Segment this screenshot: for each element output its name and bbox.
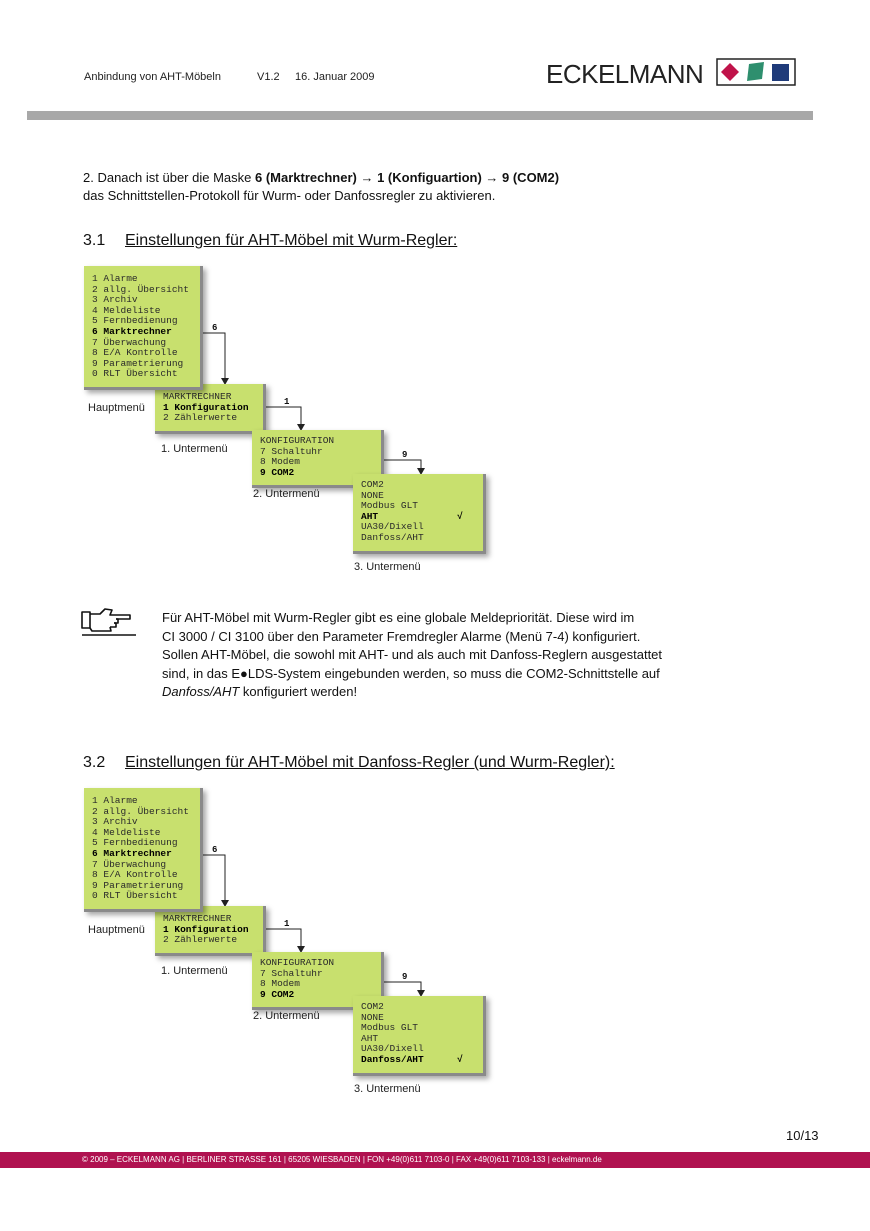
note-italic-term: Danfoss/AHT	[162, 684, 240, 699]
lcd-main-menu	[84, 788, 203, 912]
label-untermenue-2: 2. Untermenü	[253, 488, 320, 500]
lcd-line: 0 RLT Übersicht	[92, 368, 178, 380]
lcd-line: 7 Überwachung	[92, 858, 167, 870]
lcd-line: 3 Archiv	[92, 294, 138, 306]
lcd-line: NONE	[361, 1011, 384, 1023]
lcd-line: 9 Parametrierung	[92, 879, 184, 891]
note-line: sind, in das E●LDS-System eingebunden werden, so muss die COM2-Schnittstelle auf	[162, 665, 660, 681]
lcd-line: MARKTRECHNER	[163, 913, 232, 924]
lcd-line: 2 Zählerwerte	[163, 412, 238, 424]
lcd-line: 0 RLT Übersicht	[92, 890, 178, 902]
lcd-line-selected: 6 Marktrechner	[92, 325, 172, 337]
intro-text: 2. Danach ist über die Maske	[83, 170, 255, 185]
note-line: Für AHT-Möbel mit Wurm-Regler gibt es eine globale Meldepriorität. Diese wird im	[162, 610, 635, 625]
section-title: Einstellungen für AHT-Möbel mit Wurm-Regler:	[125, 232, 458, 249]
arrow-label-6: 6	[212, 845, 218, 855]
lcd-line: UA30/Dixell	[361, 521, 424, 533]
lcd-line: UA30/Dixell	[361, 1043, 424, 1055]
lcd-line: 8 Modem	[260, 456, 300, 468]
footer-bar	[0, 1152, 870, 1168]
intro-menu-path: 6 (Marktrechner) → 1 (Konfiguartion) → 9 (COM2)	[254, 170, 560, 185]
arrow-label-1: 1	[284, 397, 290, 407]
document-title: Anbindung von AHT-Möbeln	[84, 71, 221, 83]
footer-text: © 2009 – ECKELMANN AG | BERLINER STRASSE 161 | 65205 WIESBADEN | FON +49(0)611 7103-0 | FAX +49(0)611 7103-133 | eckelmann.de	[82, 1155, 602, 1164]
lcd-line: 4 Meldeliste	[92, 304, 161, 316]
lcd-line: 3 Archiv	[92, 816, 138, 828]
lcd-line: 4 Meldeliste	[92, 826, 161, 838]
document-version: V1.2	[257, 71, 280, 83]
lcd-line: 1 Alarme	[92, 273, 138, 284]
lcd-line: Modbus GLT	[361, 500, 419, 512]
lcd-line: 7 Schaltuhr	[260, 967, 323, 979]
lcd-line-selected	[361, 1055, 477, 1066]
section-number: 3.1	[83, 232, 106, 249]
label-untermenue-1: 1. Untermenü	[161, 443, 228, 455]
lcd-line: 9 Parametrierung	[92, 357, 184, 369]
lcd-line-selected: 9 COM2	[260, 466, 295, 478]
arrow-label-1: 1	[284, 919, 290, 929]
note-line: konfiguriert werden!	[239, 684, 358, 699]
lcd-line: NONE	[361, 489, 384, 501]
lcd-line-text: AHT	[361, 510, 379, 522]
arrow-label-6: 6	[212, 323, 218, 333]
label-untermenue-2: 2. Untermenü	[253, 1010, 320, 1022]
lcd-line-selected: 6 Marktrechner	[92, 847, 172, 859]
lcd-line-selected: 1 Konfiguration	[163, 923, 249, 935]
label-hauptmenue: Hauptmenü	[88, 402, 145, 414]
label-untermenue-1: 1. Untermenü	[161, 965, 228, 977]
lcd-line-selected: 1 Konfiguration	[163, 401, 249, 413]
lcd-line: COM2	[361, 1001, 384, 1012]
lcd-line: 8 E/A Kontrolle	[92, 347, 178, 359]
arrow-label-9: 9	[402, 450, 408, 460]
lcd-line: 2 allg. Übersicht	[92, 283, 189, 295]
page-number: 10/13	[786, 1128, 819, 1143]
lcd-line: Modbus GLT	[361, 1022, 419, 1034]
intro-text-line2: das Schnittstellen-Protokoll für Wurm- oder Danfossregler zu aktivieren.	[83, 188, 496, 203]
lcd-line: MARKTRECHNER	[163, 391, 232, 402]
lcd-line: KONFIGURATION	[260, 435, 335, 446]
lcd-line: 8 E/A Kontrolle	[92, 869, 178, 881]
lcd-line: 5 Fernbedienung	[92, 837, 178, 849]
section-title: Einstellungen für AHT-Möbel mit Danfoss-Regler (und Wurm-Regler):	[125, 754, 615, 771]
lcd-line: 7 Überwachung	[92, 336, 167, 348]
lcd-line: KONFIGURATION	[260, 957, 335, 968]
lcd-line: 7 Schaltuhr	[260, 445, 323, 457]
lcd-line: 1 Alarme	[92, 795, 138, 806]
lcd-line: 8 Modem	[260, 978, 300, 990]
label-untermenue-3: 3. Untermenü	[354, 561, 421, 573]
label-hauptmenue: Hauptmenü	[88, 924, 145, 936]
check-mark-icon: √	[457, 1053, 463, 1065]
company-logo-text: ECKELMANN	[546, 59, 704, 89]
lcd-line: 2 Zählerwerte	[163, 934, 238, 946]
note-line: CI 3000 / CI 3100 über den Parameter Fremdregler Alarme (Menü 7-4) konfiguriert.	[162, 628, 641, 644]
arrow-label-9: 9	[402, 972, 408, 982]
lcd-line: Danfoss/AHT	[361, 531, 424, 543]
section-number: 3.2	[83, 754, 106, 771]
lcd-line-selected: 9 COM2	[260, 988, 295, 1000]
lcd-line: 2 allg. Übersicht	[92, 805, 189, 817]
lcd-submenu-1	[155, 906, 266, 956]
document-date: 16. Januar 2009	[295, 71, 375, 83]
lcd-line: COM2	[361, 479, 384, 490]
lcd-line: AHT	[361, 1032, 379, 1044]
lcd-line: 5 Fernbedienung	[92, 315, 178, 327]
lcd-submenu-3	[353, 996, 486, 1076]
check-mark-icon: √	[457, 510, 463, 522]
note-line: Sollen AHT-Möbel, die sowohl mit AHT- und als auch mit Danfoss-Reglern ausgestattet	[162, 647, 663, 662]
label-untermenue-3: 3. Untermenü	[354, 1083, 421, 1095]
lcd-line-text: Danfoss/AHT	[361, 1053, 424, 1065]
